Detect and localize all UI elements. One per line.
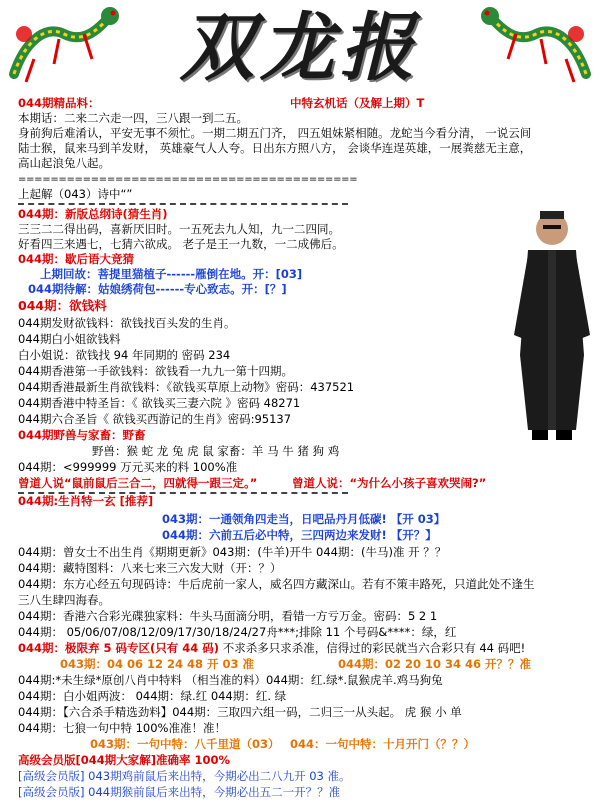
text-line: 044期：香港六合彩光碟独家料：牛头马面滴分明，看错一方亏万金。密码：5 2 1: [18, 609, 438, 623]
text-line: 本期话：二来二六走一四，三八跟一到二五。: [18, 111, 248, 125]
beasts-title: 044期野兽与家畜：野畜: [18, 428, 146, 442]
text-line: 044期香港最新生肖欲钱料：《欲钱买草原上动物》密码：437521: [18, 380, 355, 394]
text-line: 044期：曾女士不出生肖《期期更新》043期：(牛羊)开牛 044期：(牛马)准 开 ？？: [18, 545, 447, 559]
section-label: 044期精品料：: [18, 96, 100, 110]
text-line: 044期：七狼一句中特 100%准准！准！: [18, 721, 226, 735]
dragon-left-icon: [4, 4, 122, 92]
text-line: 陆士猴，鼠来马到羊发财， 英雄豪气人人夸。日出东方照八方， 会谈华连逞英雄，一展粪慈无主意，: [18, 141, 532, 155]
vip-title: 高级会员版[044期大家解]准确率 100%: [18, 753, 231, 767]
zodiac-b2: 044期：六前五后必中特，三四两边来发财! 【开？】: [162, 528, 437, 542]
divider-line: [18, 203, 348, 205]
text-line: 白小姐说：欲钱找 94 年同期的 密码 234: [18, 348, 231, 362]
riddle-now: 044期待解：姑娘绣荷包------专心致志。开：[？]: [28, 282, 287, 296]
section-right-title: 中特玄机话（及解上期）T: [290, 96, 425, 110]
riddle-title: 044期：歇后语大竞猜: [18, 252, 135, 266]
header-banner: [0, 0, 600, 95]
text-line: 044期香港中特圣旨：《 欲钱买三妻六院 》密码 48271: [18, 396, 301, 410]
kill-label: 044期：极限弃 5 码专区(只有 44 码): [18, 641, 220, 655]
text-line: 044期：白小姐两波： 044期：绿.红 044期：红. 绿: [18, 689, 287, 703]
dragon-right-icon: [478, 4, 596, 92]
divider: ==========================================: [18, 174, 358, 185]
text-line: 身前狗后难淆认，平安无事不须忙。一期二期五门齐， 四五姐妹紧相随。龙蛇当今看分清， 一说云间: [18, 126, 532, 140]
monk-quote-a: 曾道人说“鼠前鼠后三合二，四就得一跟三定。”: [18, 476, 258, 490]
text-line: 044期： 05/06/07/08/12/09/17/30/18/24/27舟***;排除 11 个号码&****：绿，红: [18, 625, 457, 639]
kill-text: 不求杀多只求杀准，信得过的彩民就当六合彩只有 44 码吧!: [219, 641, 526, 655]
kill-b: 044期：02 20 10 34 46 开？？准: [338, 657, 532, 671]
vip-line: [高级会员版] 044期猴前鼠后来出特，今期必出五二一开？？准: [18, 785, 341, 799]
text-line: 044期：【六合杀手精选劲料】044期：三取四六组一码，二归三一从头起。 虎 猴 小 单: [18, 705, 462, 719]
text-line: 高山起浪兔八起。: [18, 156, 110, 170]
text-line: 好看四三来遇七，七猜六欲成。 老子是王一九数，一二成佛后。: [18, 237, 344, 251]
text-line: 044期：藏特图料：八来七来三六发大财（开：？）: [18, 561, 282, 575]
text-line: 三八生肆四海春。: [18, 593, 110, 607]
one-a: 043期：一句中特：八千里道（03）: [90, 737, 280, 751]
one-b: 044：一句中特：十月开门（？？）: [290, 737, 476, 751]
kill-a: 043期：04 06 12 24 48 开 03 准: [60, 657, 255, 671]
money-title: 044期：欲钱料: [18, 298, 107, 313]
kill-line: [18, 641, 525, 656]
zodiac-b1: 043期：一通领角四走当，日吧品丹月低碳! 【开 03】: [162, 512, 446, 526]
poem-title: 044期：新版总纲诗(猜生肖): [18, 207, 168, 221]
text-line: 044期:*未生绿*原创八肖中特料 （相当准的料）044期：红.绿*.鼠猴虎羊.鸡马狗兔: [18, 673, 443, 687]
vip-line: [高级会员版] 043期鸡前鼠后来出特，今期必出二八九开 03 准。: [18, 769, 351, 783]
prev-solve: 上起解（043）诗中“”: [18, 187, 133, 201]
text-line: 044期白小姐欲钱料: [18, 332, 121, 346]
riddle-review: 上期回故：菩提里猫植子------雁倒在地。开：[03]: [40, 267, 303, 281]
text-line: 三三二二得出码，喜新厌旧时。一五死去九人知，九一二四同。: [18, 222, 340, 236]
page-title: 双龙报: [180, 5, 420, 91]
text-line: 044期香港第一手欲钱料：欲钱看一九九一第十四期。: [18, 364, 293, 378]
text-line: 044期发财欲钱料：欲钱找百头发的生肖。: [18, 316, 236, 330]
text-line: 044期：东方心经五句现码诗：牛后虎前一家人，威名四方藏深山。若有不策丰路死，只道此处不逢生: [18, 577, 535, 591]
monk-quote-b: 曾道人说：“为什么小孩子喜欢哭闹?”: [292, 476, 487, 490]
text-line: 044期：<999999 万元买来的料 100%准: [18, 460, 238, 474]
person-illustration-icon: [510, 205, 594, 445]
beasts-line: 野兽：猴 蛇 龙 兔 虎 鼠 家畜：羊 马 牛 猪 狗 鸡: [92, 444, 340, 458]
text-line: 044期六合圣旨《 欲钱买西游记的生肖》密码:95137: [18, 412, 292, 426]
zodiac-title: 044期:生肖特一玄 [推荐]: [18, 494, 154, 508]
